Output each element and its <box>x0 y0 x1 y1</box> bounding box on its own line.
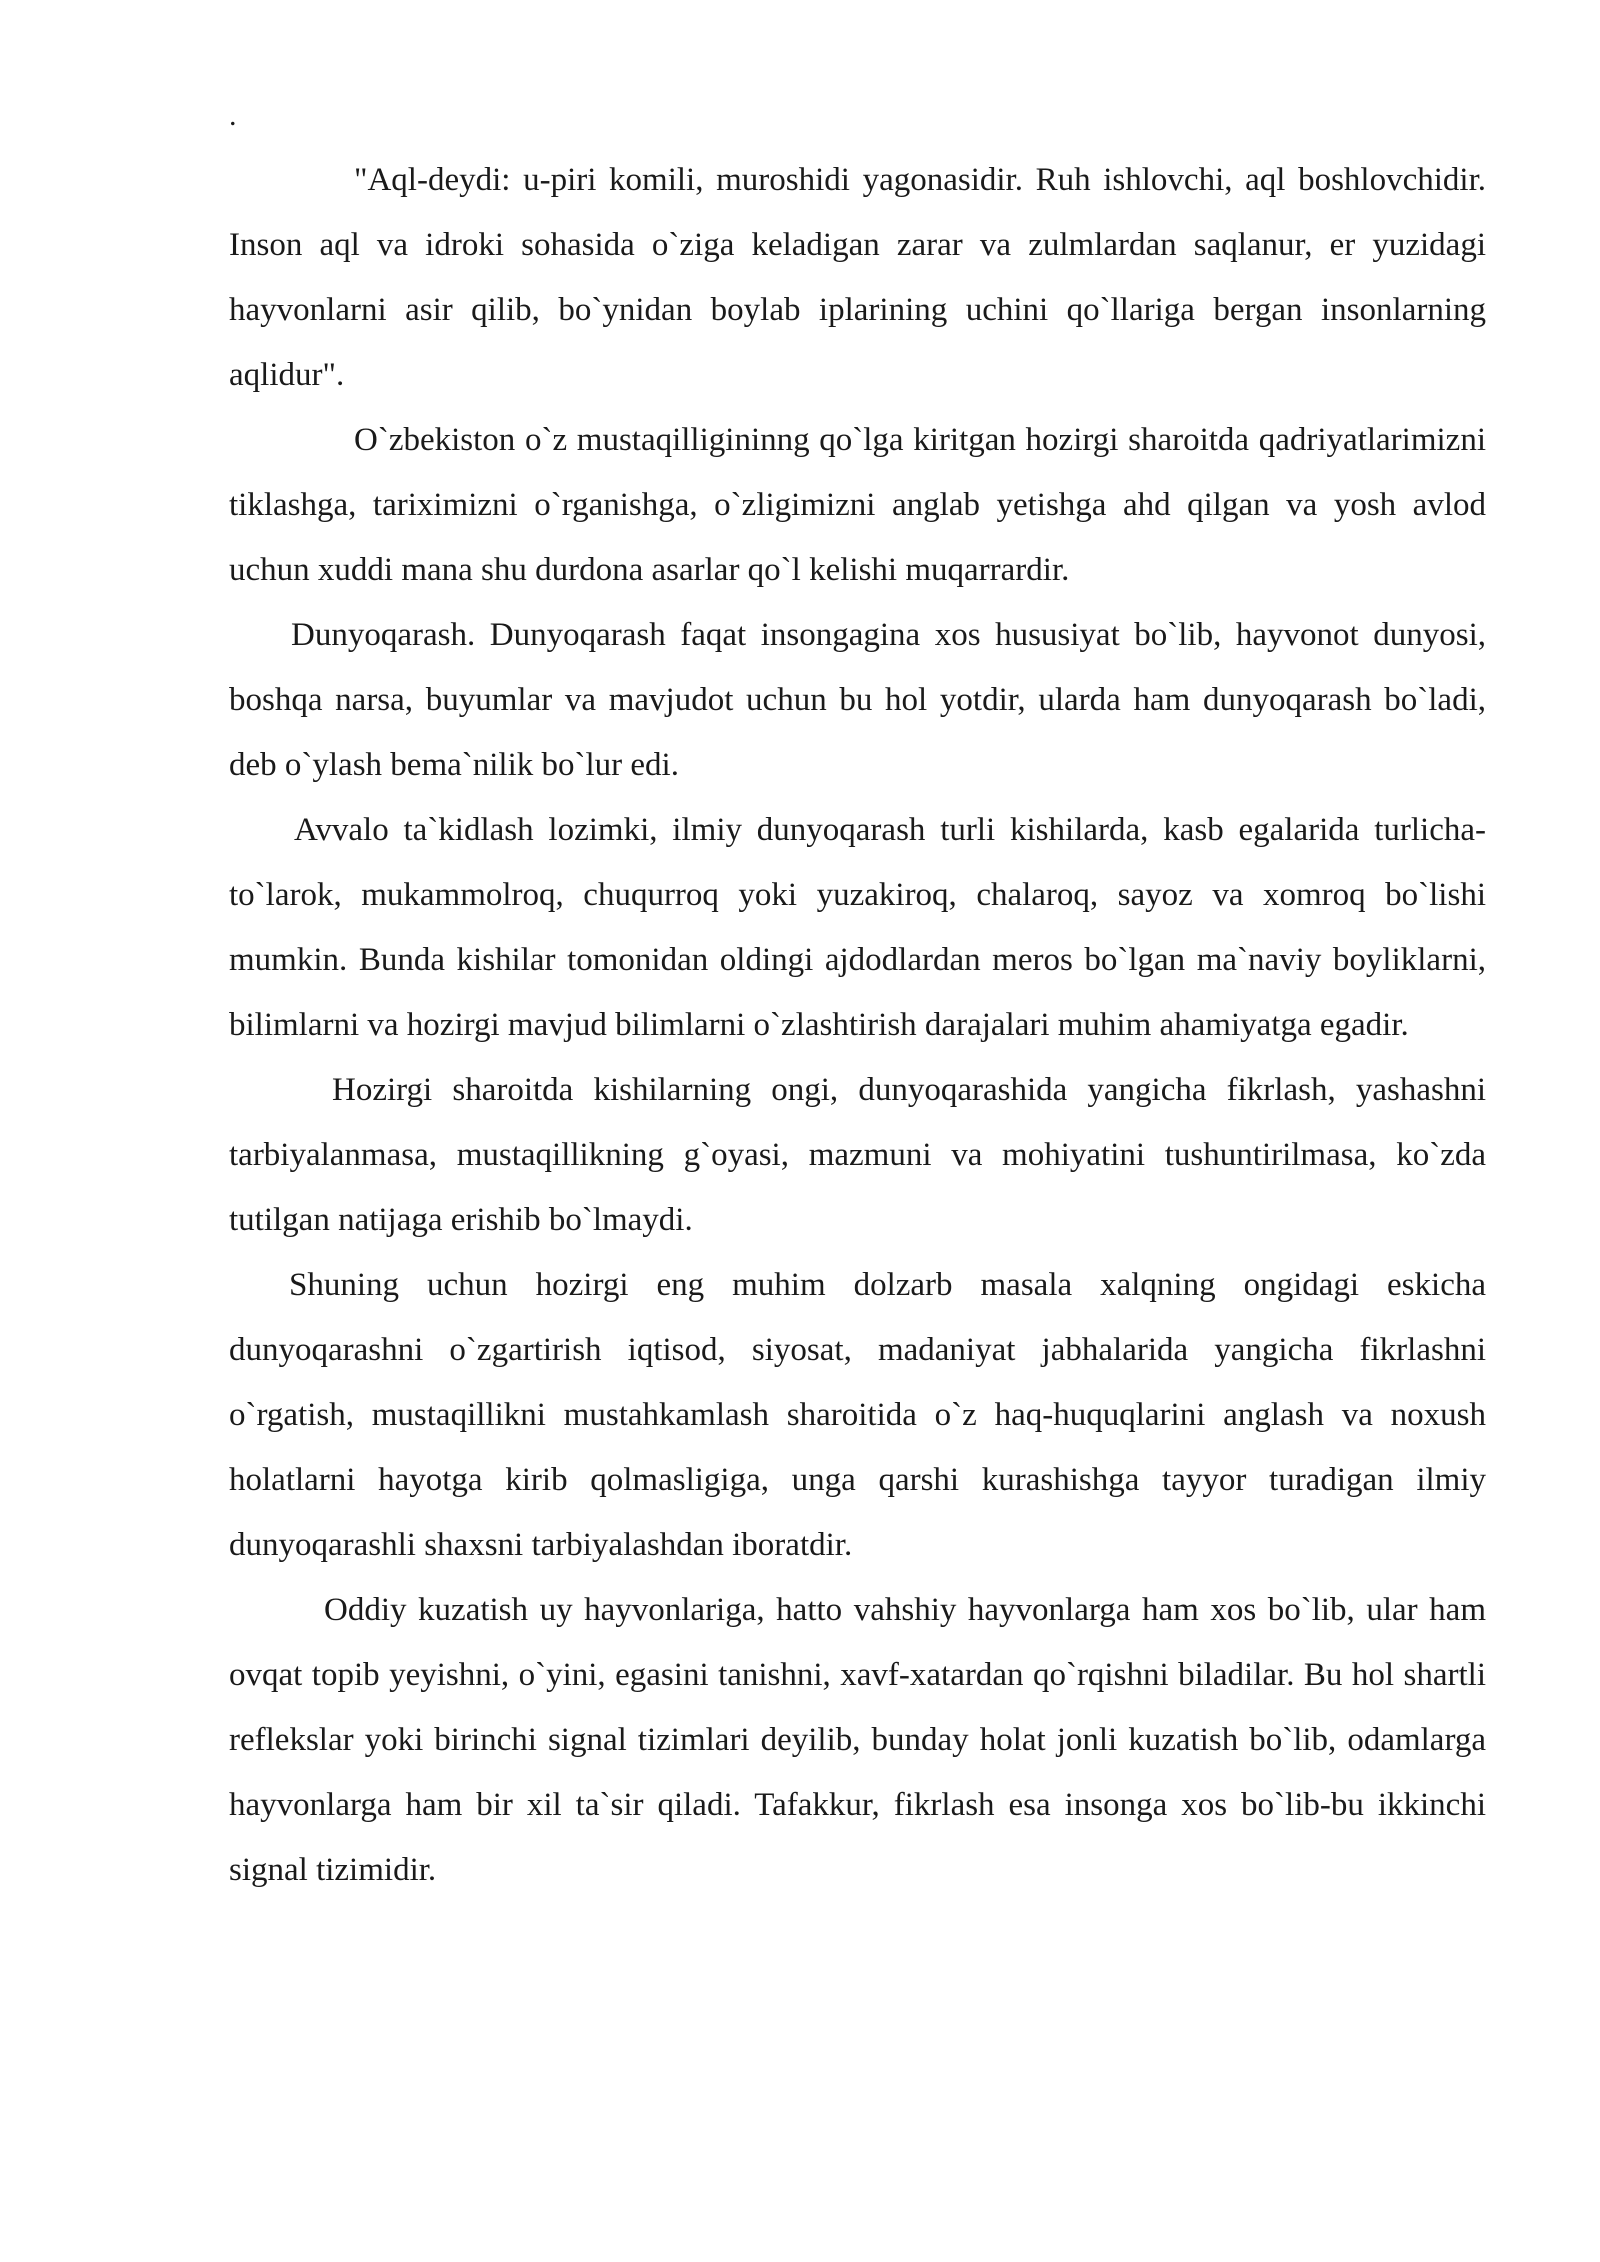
paragraph-key-issue: Shuning uchun hozirgi eng muhim dolzarb masala xalqning ongidagi eskicha dunyoqarashni o`zgartirish iqtisod, siyosat, madaniyat jabhalarida yangicha fikrlashni o`rgatish, mustaqillikni mustahkamlash sharoitida o`z haq-huquqlarini anglash va noxush holatlarni hayotga kirib qolmasligiga, unga qarshi kurashishga tayyor turadigan ilmiy dunyoqarashli shaxsni tarbiyalashdan iboratdir. <box>229 1267 1486 1563</box>
page-marker: . <box>229 99 237 132</box>
paragraph-dunyoqarash-definition: Dunyoqarash. Dunyoqarash faqat insongagina xos hususiyat bo`lib, hayvonot dunyosi, boshqa narsa, buyumlar va mavjudot uchun bu hol yotdir, ularda ham dunyoqarash bo`ladi, deb o`ylash bema`nilik bo`lur edi. <box>229 617 1486 783</box>
paragraph-uzbekistan-independence: O`zbekiston o`z mustaqilligininng qo`lga kiritgan hozirgi sharoitda qadriyatlarimizni tiklashga, tariximizni o`rganishga, o`zligimizni anglab yetishga ahd qilgan va yosh avlod uchun xuddi mana shu durdona asarlar qo`l kelishi muqarrardir. <box>229 422 1486 588</box>
paragraph-scientific-worldview: Avvalo ta`kidlash lozimki, ilmiy dunyoqarash turli kishilarda, kasb egalarida turlicha-to`larok, mukammolroq, chuqurroq yoki yuzakiroq, chalaroq, sayoz va xomroq bo`lishi mumkin. Bunda kishilar tomonidan oldingi ajdodlardan meros bo`lgan ma`naviy boyliklarni, bilimlarni va hozirgi mavjud bilimlarni o`zlashtirish darajalari muhim ahamiyatga egadir. <box>229 812 1486 1043</box>
paragraph-aql-quote: "Aql-deydi: u-piri komili, muroshidi yagonasidir. Ruh ishlovchi, aql boshlovchidir. Inson aql va idroki sohasida o`ziga keladigan zarar va zulmlardan saqlanur, er yuzidagi hayvonlarni asir qilib, bo`ynidan boylab iplarining uchini qo`llariga bergan insonlarning aqlidur". <box>229 162 1486 393</box>
paragraph-current-conditions: Hozirgi sharoitda kishilarning ongi, dunyoqarashida yangicha fikrlash, yashashni tarbiyalanmasa, mustaqillikning g`oyasi, mazmuni va mohiyatini tushuntirilmasa, ko`zda tutilgan natijaga erishib bo`lmaydi. <box>229 1072 1486 1238</box>
paragraph-signal-systems: Oddiy kuzatish uy hayvonlariga, hatto vahshiy hayvonlarga ham xos bo`lib, ular ham ovqat topib yeyishni, o`yini, egasini tanishni, xavf-xatardan qo`rqishni biladilar. Bu hol shartli reflekslar yoki birinchi signal tizimlari deyilib, bunday holat jonli kuzatish bo`lib, odamlarga hayvonlarga ham bir xil ta`sir qiladi. Tafakkur, fikrlash esa insonga xos bo`lib-bu ikkinchi signal tizimidir. <box>229 1592 1486 1888</box>
document-body <box>229 148 1486 1903</box>
